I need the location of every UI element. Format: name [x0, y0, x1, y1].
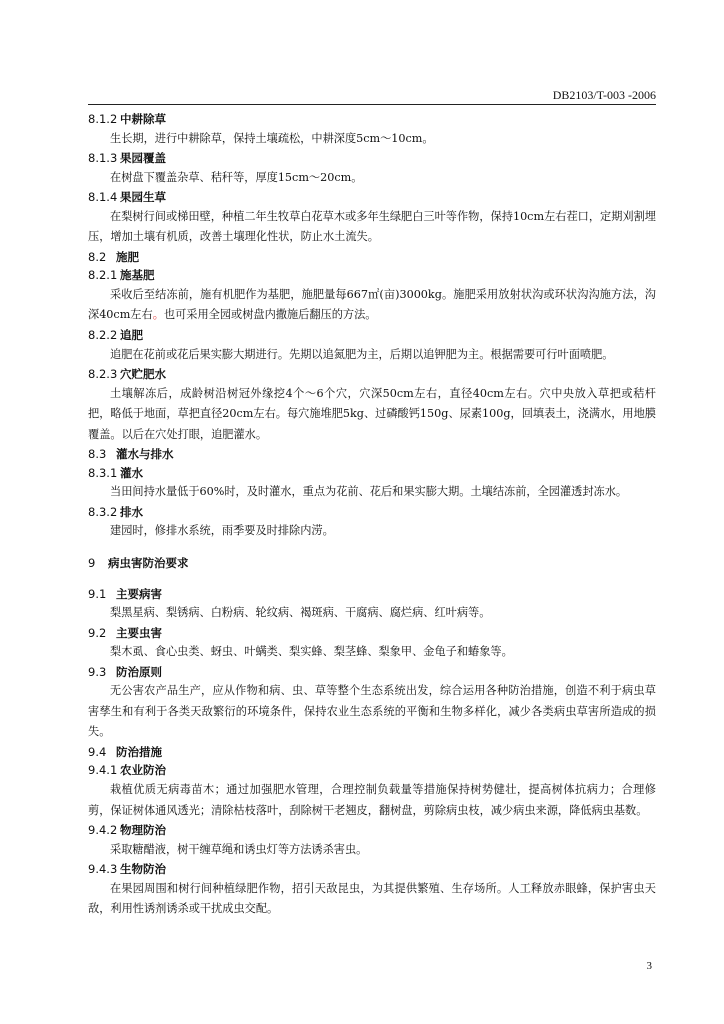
- heading-title: 生物防治: [120, 862, 166, 877]
- heading-number: 8.2.2: [88, 327, 118, 342]
- paragraph: 梨木虱、食心虫类、蚜虫、叶螨类、梨实蜂、梨茎蜂、梨象甲、金龟子和蝽象等。: [110, 645, 513, 659]
- header-rule: [88, 104, 656, 105]
- heading-8-2: [88, 248, 656, 267]
- paragraph: 当田间持水量低于60%时，及时灌水，重点为花前、花后和果实膨大期。土壤结冻前，全园灌透封冻水。: [110, 485, 628, 499]
- heading-number: 8.3: [88, 447, 107, 462]
- heading-title: 防治原则: [116, 664, 162, 679]
- paragraph: 在树盘下覆盖杂草、秸秆等，厚度15cm～20cm。: [110, 170, 363, 184]
- heading-title: 施肥: [116, 249, 139, 264]
- heading-number: 8.1.4: [88, 190, 118, 205]
- heading-9-2: [88, 624, 656, 643]
- paragraph: 生长期，进行中耕除草，保持土壤疏松，中耕深度5cm～10cm。: [110, 131, 434, 145]
- heading-title: 主要虫害: [116, 625, 162, 640]
- red-period-mark: 。: [152, 308, 164, 322]
- paragraph: [88, 285, 656, 326]
- heading-8-2-1: [88, 266, 656, 285]
- heading-9-4-1: [88, 761, 656, 780]
- heading-number: 8.2.1: [88, 268, 118, 283]
- paragraph: 在梨树行间或梯田壁，种植二年生牧草白花草木或多年生绿肥白三叶等作物，保持10cm左右茬口，定期刈割埋压，增加土壤有机质，改善土壤理化性状，防止水土流失。: [88, 209, 656, 244]
- paragraph-text: 采收后至结冻前，施有机肥作为基肥，施肥量每667㎡(亩)3000kg。施肥采用放射状沟或环状沟沟施方法，沟深40cm左右: [88, 287, 656, 322]
- heading-number: 9.4.3: [88, 862, 118, 877]
- paragraph: 栽植优质无病毒苗木；通过加强肥水管理，合理控制负载量等措施保持树势健壮，提高树体抗病力；合理修剪，保证树体通风透光；清除枯枝落叶，刮除树干老翘皮，翻树盘，剪除病虫枝，减少病虫来源，降低病虫基数。: [88, 783, 656, 817]
- heading-number: 9.1: [88, 586, 107, 601]
- heading-8-3-1: [88, 464, 656, 483]
- heading-number: 9.4.1: [88, 763, 118, 778]
- standard-code: DB2103/T-003 -2006: [552, 88, 656, 102]
- heading-9-4-3: [88, 860, 656, 879]
- heading-number: 9.4: [88, 744, 107, 759]
- heading-title: 排水: [120, 504, 143, 519]
- heading-title: 防治措施: [116, 744, 162, 759]
- heading-title: 病虫害防治要求: [108, 555, 189, 570]
- paragraph: 在果园周围和树行间种植绿肥作物，招引天敌昆虫，为其提供繁殖、生存场所。人工释放赤眼蜂，保护害虫天敌，利用性诱剂诱杀或干扰成虫交配。: [88, 881, 656, 916]
- heading-title: 灌水与排水: [116, 447, 174, 462]
- heading-9: [88, 554, 656, 573]
- heading-number: 8.3.2: [88, 504, 118, 519]
- heading-8-2-2: [88, 326, 656, 345]
- heading-title: 追肥: [120, 327, 143, 342]
- heading-8-3: [88, 445, 656, 464]
- heading-8-3-2: [88, 503, 656, 522]
- heading-title: 果园覆盖: [120, 151, 166, 166]
- heading-title: 主要病害: [116, 586, 162, 601]
- heading-9-4-2: [88, 821, 656, 840]
- heading-title: 果园生草: [120, 190, 166, 205]
- heading-number: 8.2.3: [88, 367, 118, 382]
- heading-number: 8.3.1: [88, 465, 118, 480]
- heading-8-1-4: [88, 188, 656, 207]
- section-gap: [88, 542, 656, 554]
- paragraph: 采取糖醋液，树干缠草绳和诱虫灯等方法诱杀害虫。: [110, 842, 368, 856]
- paragraph: 无公害农产品生产，应从作物和病、虫、草等整个生态系统出发，综合运用各种防治措施，创造不利于病虫草害孳生和有利于各类天敌繁衍的环境条件，保持农业生态系统的平衡和生物多样化，减少各类病虫草害所造成的损失。: [88, 684, 656, 739]
- page-number: 3: [646, 960, 652, 972]
- paragraph: 梨黑星病、梨锈病、白粉病、轮纹病、褐斑病、干腐病、腐烂病、红叶病等。: [110, 606, 491, 620]
- heading-8-2-3: [88, 365, 656, 384]
- heading-title: 中耕除草: [120, 112, 166, 126]
- heading-8-1-3: [88, 149, 656, 168]
- paragraph-text: 也可采用全园或树盘内撒施后翻压的方法。: [163, 308, 377, 322]
- document-body: [88, 110, 656, 920]
- heading-title: 农业防治: [120, 763, 166, 778]
- heading-number: 9: [88, 555, 96, 570]
- heading-title: 物理防治: [120, 823, 166, 837]
- heading-8-1-2: [88, 110, 656, 129]
- heading-number: 8.1.2: [88, 112, 118, 126]
- section-gap: [88, 573, 656, 585]
- paragraph: 追肥在花前或花后果实膨大期进行。先期以追氮肥为主，后期以追钾肥为主。根据需要可行叶面喷肥。: [110, 347, 614, 361]
- heading-number: 8.2: [88, 249, 107, 264]
- heading-number: 9.4.2: [88, 823, 118, 837]
- heading-title: 穴贮肥水: [120, 367, 166, 382]
- heading-title: 灌水: [120, 465, 143, 480]
- paragraph: 建园时，修排水系统，雨季要及时排除内涝。: [110, 524, 334, 538]
- heading-number: 8.1.3: [88, 151, 118, 166]
- heading-9-3: [88, 663, 656, 682]
- heading-number: 9.2: [88, 625, 107, 640]
- heading-9-4: [88, 743, 656, 762]
- heading-9-1: [88, 585, 656, 604]
- heading-title: 施基肥: [120, 268, 155, 283]
- heading-number: 9.3: [88, 664, 107, 679]
- paragraph: 土壤解冻后，成龄树沿树冠外缘挖4个～6个穴，穴深50cm左右，直径40cm左右。穴中央放入草把或秸杆把，略低于地面，草把直径20cm左右。每穴施堆肥5kg、过磷酸钙150g、尿素100g，回填表土，浇满水，用地膜覆盖。以后在穴处打眼，追肥灌水。: [88, 386, 656, 441]
